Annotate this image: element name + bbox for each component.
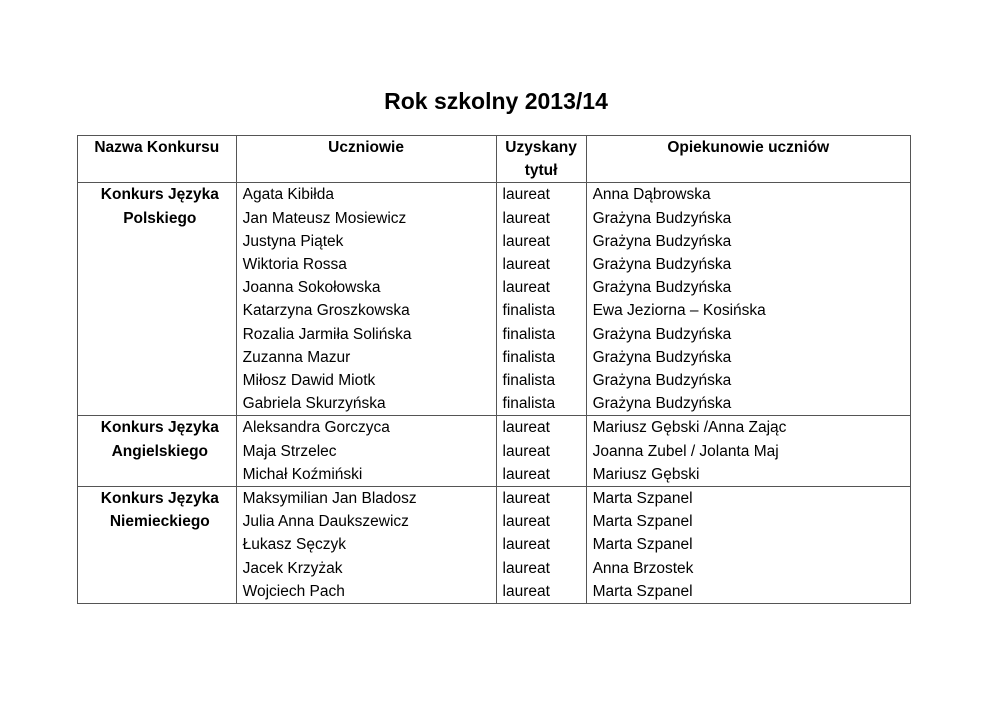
student-name: Jacek Krzyżak (242, 559, 343, 577)
tutor-name: Grażyna Budzyńska (592, 325, 732, 343)
table-row (78, 183, 911, 416)
student-name: Wiktoria Rossa (242, 256, 347, 274)
award-title: laureat (502, 465, 550, 483)
tutor-name: Anna Dąbrowska (592, 186, 711, 204)
award-title-cell (496, 183, 586, 416)
student-name: Agata Kibiłda (242, 186, 334, 204)
contest-name-cell (78, 487, 237, 604)
award-title-cell (496, 487, 586, 604)
table-header (78, 136, 911, 183)
student-name: Wojciech Pach (242, 582, 345, 600)
student-name: Aleksandra Gorczyca (242, 419, 390, 437)
award-title: laureat (502, 582, 550, 600)
tutor-name: Mariusz Gębski (592, 465, 700, 483)
header-students: Uczniowie (236, 136, 496, 183)
tutor-name: Marta Szpanel (592, 536, 693, 554)
tutor-name: Grażyna Budzyńska (592, 348, 732, 366)
tutor-name: Grażyna Budzyńska (592, 279, 732, 297)
contest-name: Konkurs Języka Niemieckiego (100, 490, 219, 531)
award-title: laureat (502, 559, 550, 577)
award-title: laureat (502, 442, 550, 460)
table-body (78, 183, 911, 604)
tutors-cell (586, 183, 910, 416)
page-title: Rok szkolny 2013/14 (384, 88, 608, 114)
award-title: laureat (502, 279, 550, 297)
award-title: finalista (502, 348, 556, 366)
student-name: Gabriela Skurzyńska (242, 395, 386, 413)
award-title: laureat (502, 536, 550, 554)
tutor-name: Joanna Zubel / Jolanta Maj (592, 442, 779, 460)
award-title: finalista (502, 395, 556, 413)
tutor-name: Marta Szpanel (592, 513, 693, 531)
tutor-name: Marta Szpanel (592, 490, 693, 508)
contest-name-cell (78, 416, 237, 487)
award-title: laureat (502, 186, 550, 204)
tutors-cell (586, 487, 910, 604)
award-title-cell (496, 416, 586, 487)
student-name: Zuzanna Mazur (242, 348, 351, 366)
tutor-name: Mariusz Gębski /Anna Zając (592, 419, 787, 437)
tutor-name: Grażyna Budzyńska (592, 256, 732, 274)
header-contest: Nazwa Konkursu (78, 136, 237, 183)
student-name: Justyna Piątek (242, 232, 344, 250)
tutor-name: Anna Brzostek (592, 559, 694, 577)
contest-name-cell (78, 183, 237, 416)
student-name: Łukasz Sęczyk (242, 536, 346, 554)
students-cell (236, 416, 496, 487)
tutor-name: Grażyna Budzyńska (592, 209, 732, 227)
award-title: laureat (502, 513, 550, 531)
award-title: finalista (502, 325, 556, 343)
contest-name: Konkurs Języka Angielskiego (100, 419, 219, 460)
table-row (78, 487, 911, 604)
tutor-name: Grażyna Budzyńska (592, 395, 732, 413)
table-row (78, 416, 911, 487)
students-cell (236, 487, 496, 604)
header-title: Uzyskany tytuł (496, 136, 586, 183)
award-title: finalista (502, 302, 556, 320)
student-name: Maksymilian Jan Bladosz (242, 490, 417, 508)
student-name: Michał Koźmiński (242, 465, 363, 483)
student-name: Katarzyna Groszkowska (242, 302, 410, 320)
student-name: Jan Mateusz Mosiewicz (242, 209, 407, 227)
award-title: laureat (502, 232, 550, 250)
results-table (77, 135, 911, 604)
award-title: finalista (502, 372, 556, 390)
header-row (78, 136, 911, 183)
award-title: laureat (502, 419, 550, 437)
header-tutors: Opiekunowie uczniów (586, 136, 910, 183)
student-name: Miłosz Dawid Miotk (242, 372, 376, 390)
contest-name: Konkurs Języka Polskiego (100, 186, 219, 227)
tutors-cell (586, 416, 910, 487)
award-title: laureat (502, 490, 550, 508)
award-title: laureat (502, 256, 550, 274)
tutor-name: Ewa Jeziorna – Kosińska (592, 302, 766, 320)
award-title: laureat (502, 209, 550, 227)
student-name: Rozalia Jarmiła Solińska (242, 325, 412, 343)
student-name: Joanna Sokołowska (242, 279, 381, 297)
student-name: Maja Strzelec (242, 442, 337, 460)
student-name: Julia Anna Daukszewicz (242, 513, 409, 531)
tutor-name: Grażyna Budzyńska (592, 372, 732, 390)
tutor-name: Grażyna Budzyńska (592, 232, 732, 250)
students-cell (236, 183, 496, 416)
tutor-name: Marta Szpanel (592, 582, 693, 600)
